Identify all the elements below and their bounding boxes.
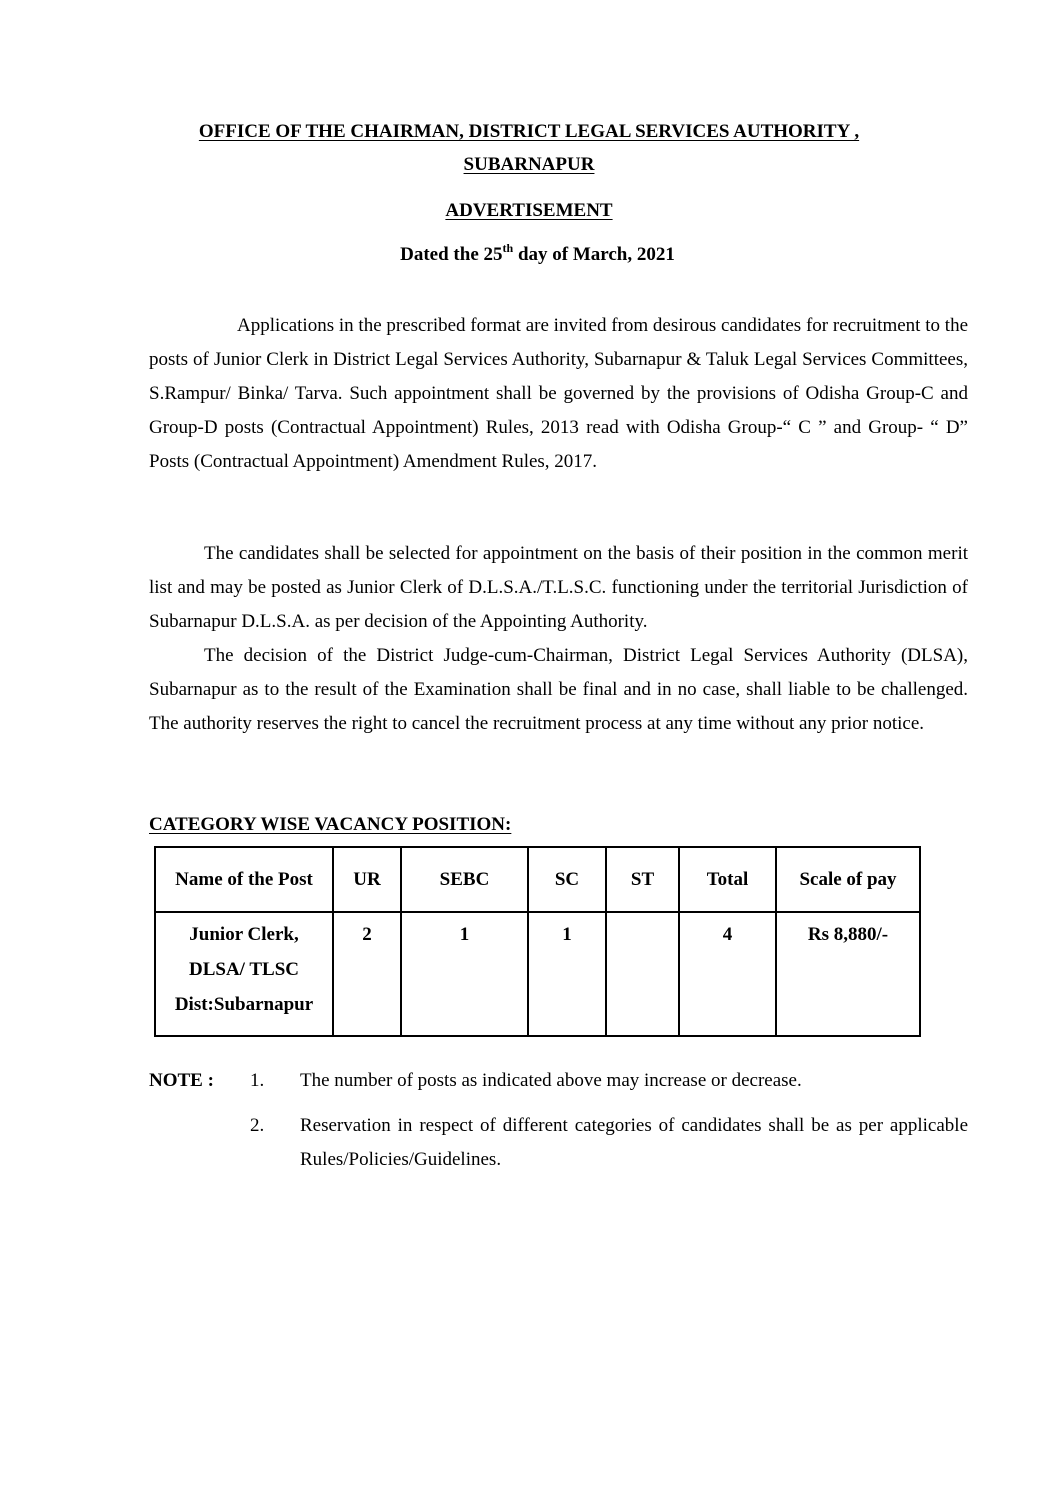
note-item-1-number: 1. <box>250 1070 265 1091</box>
cell-total: 4 <box>679 912 776 1036</box>
advertisement-title: ADVERTISEMENT <box>445 200 613 221</box>
paragraph-selection: The candidates shall be selected for appointment on the basis of their position in the common merit list and may be posted as Junior Clerk of D.L.S.A./T.L.S.C. functioning under the territorial Jurisdiction of Subarnapur D.L.S.A. as per decision of the Appointing Authority. <box>149 543 968 632</box>
note-item-1-text: The number of posts as indicated above may increase or decrease. <box>300 1070 802 1091</box>
cell-sebc: 1 <box>401 912 528 1036</box>
dated-ordinal: th <box>502 241 514 255</box>
header-sc: SC <box>528 847 606 912</box>
post-name-line2: DLSA/ TLSC <box>188 959 299 980</box>
vacancy-table <box>154 846 921 1037</box>
header-scale-of-pay: Scale of pay <box>776 847 920 912</box>
header-sebc: SEBC <box>401 847 528 912</box>
office-heading-line2: SUBARNAPUR <box>463 154 595 175</box>
office-heading-line1: OFFICE OF THE CHAIRMAN, DISTRICT LEGAL SERVICES AUTHORITY , <box>198 121 860 142</box>
post-name-line3: Dist:Subarnapur <box>174 994 314 1015</box>
dated-suffix: day of March, 2021 <box>513 244 675 265</box>
table-row <box>155 912 920 1036</box>
cell-sc: 1 <box>528 912 606 1036</box>
header-ur: UR <box>333 847 401 912</box>
paragraph-decision: The decision of the District Judge-cum-Chairman, District Legal Services Authority (DLSA), Subarnapur as to the result of the Examination shall be final and in no case, shall liable to be challenged. The authority reserves the right to cancel the recruitment process at any time without any prior notice. <box>149 645 968 734</box>
paragraph-applications: Applications in the prescribed format are invited from desirous candidates for recruitment to the posts of Junior Clerk in District Legal Services Authority, Subarnapur & Taluk Legal Services Committees, S.Rampur/ Binka/ Tarva. Such appointment shall be governed by the provisions of Odisha Group-C and Group-D posts (Contractual Appointment) Rules, 2013 read with Odisha Group-“ C ” and Group- “ D” Posts (Contractual Appointment) Amendment Rules, 2017. <box>149 315 968 472</box>
header-st: ST <box>606 847 679 912</box>
cell-st <box>606 912 679 1036</box>
cell-scale-of-pay: Rs 8,880/- <box>776 912 920 1036</box>
table-header-row <box>155 847 920 912</box>
note-item-2-text: Reservation in respect of different categories of candidates shall be as per applicable Rules/Policies/Guidelines. <box>300 1115 968 1170</box>
dated-line <box>0 241 1058 266</box>
note-item-2-number: 2. <box>250 1115 265 1136</box>
post-name-line1: Junior Clerk, <box>189 924 299 945</box>
dated-prefix: Dated the 25 <box>400 244 503 265</box>
vacancy-section-title: CATEGORY WISE VACANCY POSITION: <box>149 814 512 835</box>
cell-post-name <box>155 912 333 1036</box>
cell-ur: 2 <box>333 912 401 1036</box>
header-post-name: Name of the Post <box>155 847 333 912</box>
header-total: Total <box>679 847 776 912</box>
note-label: NOTE : <box>149 1070 214 1091</box>
